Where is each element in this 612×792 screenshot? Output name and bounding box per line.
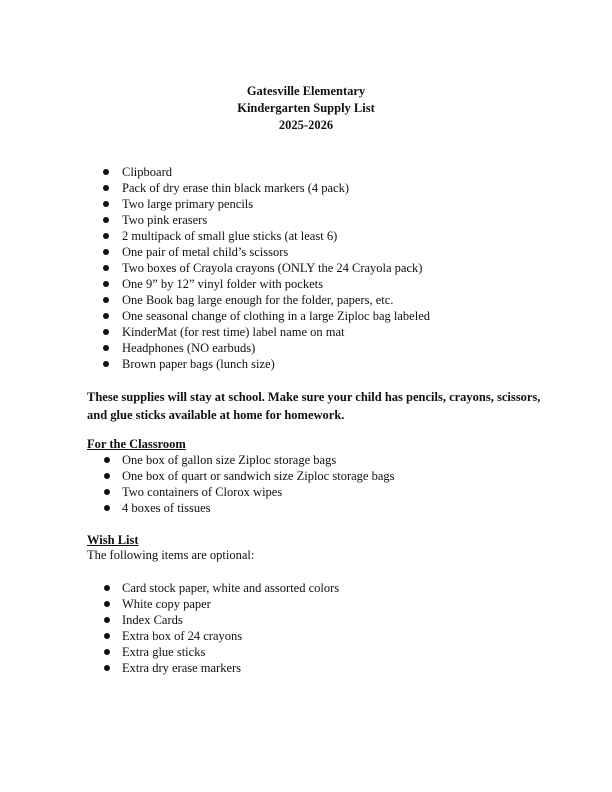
list-item-text: Two pink erasers (122, 213, 208, 227)
bullet-icon (103, 345, 109, 351)
list-item (122, 324, 430, 340)
wish-list-description: The following items are optional: (87, 548, 255, 562)
list-item-text: White copy paper (122, 597, 211, 611)
bullet-icon (104, 473, 110, 479)
classroom-section-title: For the Classroom (87, 437, 186, 451)
school-year: 2025-2026 (278, 118, 334, 132)
list-item (122, 628, 339, 644)
school-name: Gatesville Elementary (246, 84, 366, 98)
list-item (122, 356, 430, 372)
list-item (122, 276, 430, 292)
list-item-text: One pair of metal child’s scissors (122, 245, 289, 259)
bullet-icon (104, 457, 110, 463)
bullet-icon (103, 313, 109, 319)
bullet-icon (104, 617, 110, 623)
list-item-text: Index Cards (122, 613, 183, 627)
list-item-text: Headphones (NO earbuds) (122, 341, 256, 355)
bullet-icon (103, 217, 109, 223)
list-item-text: One box of gallon size Ziploc storage bags (122, 453, 337, 467)
list-item (122, 500, 395, 516)
bullet-icon (103, 281, 109, 287)
list-item (122, 660, 339, 676)
bullet-icon (103, 201, 109, 207)
document-header (0, 83, 612, 134)
list-item (122, 612, 339, 628)
bullet-icon (104, 649, 110, 655)
bullet-icon (104, 585, 110, 591)
list-item (122, 484, 395, 500)
list-item-text: Brown paper bags (lunch size) (122, 357, 275, 371)
list-item-text: Extra box of 24 crayons (122, 629, 243, 643)
list-item-text: Two large primary pencils (122, 197, 254, 211)
list-item-text: Extra glue sticks (122, 645, 206, 659)
wish-list-title: Wish List (87, 533, 139, 547)
list-item (122, 340, 430, 356)
list-item (122, 164, 430, 180)
list-item-text: One 9” by 12” vinyl folder with pockets (122, 277, 323, 291)
list-item (122, 644, 339, 660)
list-item (122, 580, 339, 596)
supplies-note: These supplies will stay at school. Make sure your child has pencils, crayons, scissors, and glue sticks available at home for homework. (87, 390, 541, 422)
list-item-text: Pack of dry erase thin black markers (4 pack) (122, 181, 349, 195)
list-item-text: One seasonal change of clothing in a large Ziploc bag labeled (122, 309, 430, 323)
bullet-icon (104, 665, 110, 671)
bullet-icon (104, 601, 110, 607)
bullet-icon (103, 297, 109, 303)
list-item-text: KinderMat (for rest time) label name on mat (122, 325, 345, 339)
list-item (122, 452, 395, 468)
list-item-text: Two containers of Clorox wipes (122, 485, 283, 499)
list-item (122, 244, 430, 260)
list-item (122, 180, 430, 196)
list-item-text: Extra dry erase markers (122, 661, 242, 675)
list-item (122, 228, 430, 244)
list-item (122, 596, 339, 612)
bullet-icon (103, 185, 109, 191)
classroom-list (122, 452, 395, 516)
list-item-text: Two boxes of Crayola crayons (ONLY the 24 Crayola pack) (122, 261, 423, 275)
bullet-icon (103, 265, 109, 271)
bullet-icon (103, 361, 109, 367)
bullet-icon (103, 233, 109, 239)
bullet-icon (103, 169, 109, 175)
bullet-icon (104, 633, 110, 639)
list-item-text: 4 boxes of tissues (122, 501, 211, 515)
list-item-text: One Book bag large enough for the folder, papers, etc. (122, 293, 394, 307)
document-title: Kindergarten Supply List (237, 101, 375, 115)
list-item (122, 292, 430, 308)
list-item (122, 308, 430, 324)
list-item-text: One box of quart or sandwich size Ziploc storage bags (122, 469, 395, 483)
list-item (122, 196, 430, 212)
bullet-icon (103, 249, 109, 255)
list-item (122, 260, 430, 276)
wish-list (122, 580, 339, 676)
bullet-icon (104, 489, 110, 495)
list-item (122, 468, 395, 484)
list-item-text: Clipboard (122, 165, 172, 179)
bullet-icon (104, 505, 110, 511)
list-item-text: Card stock paper, white and assorted colors (122, 581, 340, 595)
list-item (122, 212, 430, 228)
supply-list (122, 164, 430, 372)
bullet-icon (103, 329, 109, 335)
list-item-text: 2 multipack of small glue sticks (at least 6) (122, 229, 338, 243)
